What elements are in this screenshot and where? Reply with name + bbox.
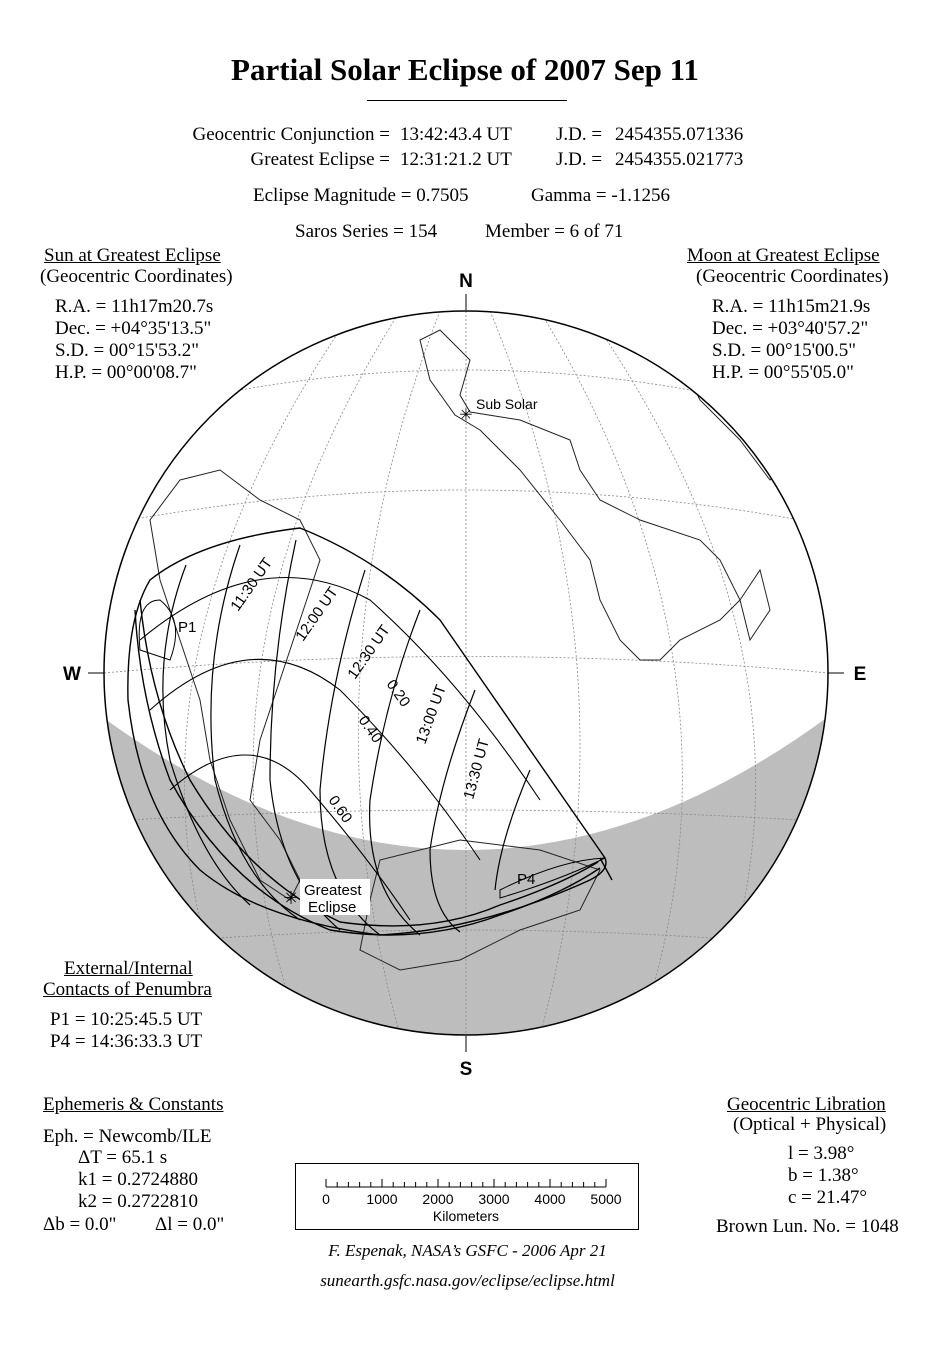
greatest-eclipse-marker: ✳ [283, 888, 299, 908]
moon-heading: Moon at Greatest Eclipse [687, 245, 880, 266]
saros-member: Member = 6 of 71 [485, 221, 624, 242]
saros-series: Saros Series = 154 [295, 221, 438, 242]
conjunction-time: 13:42:43.4 UT [400, 124, 512, 145]
greatest-time: 12:31:21.2 UT [400, 149, 512, 170]
scale-tick-4000: 4000 [534, 1191, 566, 1207]
sub-solar-label: Sub Solar [476, 396, 538, 412]
compass-e: E [853, 664, 867, 685]
scale-tick-2000: 2000 [422, 1191, 454, 1207]
sun-dec: Dec. = +04°35'13.5" [55, 318, 212, 339]
magnitude-label-060: 0.60 [324, 792, 356, 827]
credit-line: F. Espenak, NASA’s GSFC - 2006 Apr 21 [328, 1241, 607, 1260]
libration-subheading: (Optical + Physical) [733, 1114, 887, 1135]
magnitude-label-040: 0.40 [354, 712, 386, 747]
source-url: sunearth.gsfc.nasa.gov/eclipse/eclipse.html [320, 1271, 615, 1290]
contacts-heading-1: External/Internal [64, 958, 193, 979]
distance-scale [295, 1163, 640, 1231]
p1-label: P1 [178, 619, 197, 636]
eclipse-magnitude: Eclipse Magnitude = 0.7505 [253, 185, 469, 206]
ephemeris-heading: Ephemeris & Constants [43, 1094, 224, 1115]
sun-ra: R.A. = 11h17m20.7s [55, 296, 214, 317]
time-label-1230: 12:30 UT [344, 621, 394, 683]
moon-dec: Dec. = +03°40'57.2" [712, 318, 869, 339]
moon-ra: R.A. = 11h15m21.9s [712, 296, 871, 317]
p4-label: P4 [517, 871, 536, 888]
time-label-1330: 13:30 UT [460, 737, 493, 802]
ephemeris-k2: k2 = 0.2722810 [78, 1191, 198, 1212]
sun-heading: Sun at Greatest Eclipse [44, 245, 221, 266]
libration-heading: Geocentric Libration [727, 1094, 886, 1115]
compass-n: N [459, 271, 473, 292]
gamma: Gamma = -1.1256 [531, 185, 670, 206]
sub-solar-marker: ✳ [459, 407, 473, 424]
scale-tick-3000: 3000 [478, 1191, 510, 1207]
greatest-jd-label: J.D. = [556, 149, 603, 170]
brown-lunation: Brown Lun. No. = 1048 [716, 1216, 899, 1237]
moon-subheading: (Geocentric Coordinates) [696, 266, 889, 287]
page-title: Partial Solar Eclipse of 2007 Sep 11 [231, 52, 699, 87]
ephemeris-k1: k1 = 0.2724880 [78, 1169, 198, 1190]
contact-p1: P1 = 10:25:45.5 UT [50, 1009, 203, 1030]
ephemeris-delta-t: ΔT = 65.1 s [78, 1147, 168, 1168]
greatest-jd: 2454355.021773 [615, 149, 744, 170]
libration-c: c = 21.47° [788, 1187, 867, 1208]
time-label-1200: 12:00 UT [292, 583, 342, 645]
ephemeris-eph: Eph. = Newcomb/ILE [43, 1126, 212, 1147]
contact-p4: P4 = 14:36:33.3 UT [50, 1031, 203, 1052]
libration-l: l = 3.98° [788, 1143, 855, 1164]
moon-hp: H.P. = 00°55'05.0" [712, 362, 854, 383]
conjunction-jd: 2454355.071336 [615, 124, 744, 145]
sun-subheading: (Geocentric Coordinates) [40, 266, 233, 287]
greatest-label: Greatest Eclipse = [250, 149, 390, 170]
scale-tick-1000: 1000 [366, 1191, 398, 1207]
ephemeris-delta-l: Δl = 0.0" [155, 1214, 225, 1235]
libration-b: b = 1.38° [788, 1165, 859, 1186]
compass-w: W [63, 664, 81, 685]
scale-unit: Kilometers [432, 1208, 500, 1224]
sun-hp: H.P. = 00°00'08.7" [55, 362, 197, 383]
ephemeris-delta-b: Δb = 0.0" [43, 1214, 117, 1235]
sun-sd: S.D. = 00°15'53.2" [55, 340, 200, 361]
time-label-1130: 11:30 UT [227, 554, 277, 615]
scale-tick-0: 0 [322, 1191, 330, 1207]
magnitude-label-020: 0.20 [382, 676, 414, 711]
contacts-heading-2: Contacts of Penumbra [43, 979, 212, 1000]
compass-s: S [459, 1059, 473, 1080]
greatest-eclipse-label-1: Greatest [304, 882, 362, 899]
scale-tick-5000: 5000 [590, 1191, 622, 1207]
greatest-eclipse-label-2: Eclipse [308, 899, 357, 916]
moon-sd: S.D. = 00°15'00.5" [712, 340, 857, 361]
time-label-1300: 13:00 UT [412, 682, 450, 747]
conjunction-jd-label: J.D. = [556, 124, 603, 145]
conjunction-label: Geocentric Conjunction = [192, 124, 390, 145]
